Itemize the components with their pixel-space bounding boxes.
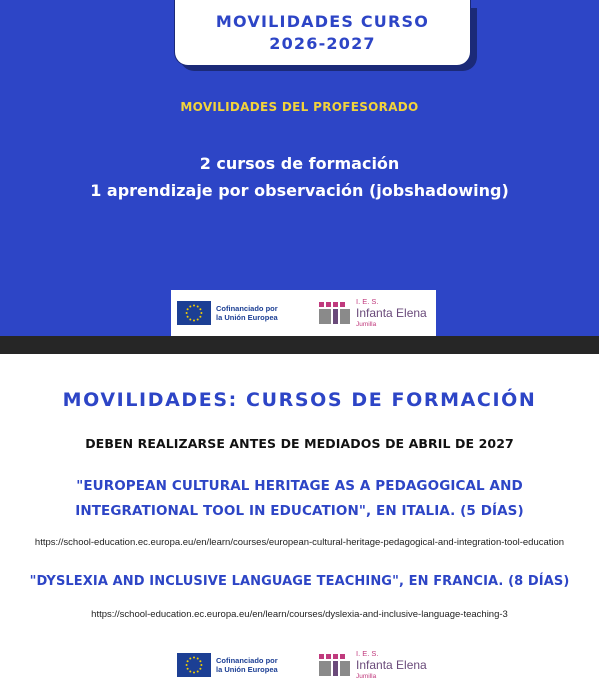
eu-cofinanced-text <box>216 656 304 674</box>
ies-small-text: I. E. S. <box>356 648 379 658</box>
deadline-text: DEBEN REALIZARSE ANTES DE MEDIADOS DE ABRIL DE 2027 <box>85 436 514 451</box>
top-slide <box>0 0 599 336</box>
ies-text <box>356 649 427 682</box>
ies-city-text: Jumilla <box>356 320 377 328</box>
logo-strip-bottom <box>171 642 436 688</box>
course-url-2[interactable]: https://school-education.ec.europa.eu/en/learn/courses/dyslexia-and-inclusive-language-teaching-3 <box>91 609 508 620</box>
summary-line-2: 1 aprendizaje por observación (jobshadowing) <box>90 181 509 200</box>
course-title-1: "EUROPEAN CULTURAL HERITAGE AS A PEDAGOGICAL AND INTEGRATIONAL TOOL IN EDUCATION", EN ITALIA. (5 DÍAS) <box>75 478 524 519</box>
course-url-1[interactable]: https://school-education.ec.europa.eu/en/learn/courses/european-cultural-heritage-pedagogical-and-integration-tool-education <box>34 537 565 548</box>
ies-name-text: Infanta Elena <box>356 657 427 672</box>
eu-text-line-1: Cofinanciado por <box>216 656 278 665</box>
mobility-summary <box>0 150 599 204</box>
slide-divider <box>0 336 599 354</box>
bottom-slide <box>0 354 599 688</box>
ies-text <box>356 297 427 330</box>
ies-logo-icon <box>318 653 352 677</box>
eu-text-line-2: la Unión Europea <box>216 665 278 674</box>
eu-text-line-2: la Unión Europea <box>216 313 278 322</box>
eu-text-line-1: Cofinanciado por <box>216 304 278 313</box>
logo-strip-top <box>171 290 436 336</box>
ies-name-text: Infanta Elena <box>356 305 427 320</box>
title-card <box>174 0 471 66</box>
ies-city-text: Jumilla <box>356 672 377 680</box>
section-title: MOVILIDADES: CURSOS DE FORMACIÓN <box>62 389 537 411</box>
title-line-1: MOVILIDADES CURSO <box>215 11 430 31</box>
title-line-2: 2026-2027 <box>269 33 376 53</box>
eu-flag-icon <box>177 653 211 677</box>
subtitle: MOVILIDADES DEL PROFESORADO <box>180 100 419 114</box>
course-title-2: "DYSLEXIA AND INCLUSIVE LANGUAGE TEACHING", EN FRANCIA. (8 DÍAS) <box>29 574 570 589</box>
eu-flag-icon <box>177 301 211 325</box>
summary-line-1: 2 cursos de formación <box>199 154 400 173</box>
ies-small-text: I. E. S. <box>356 296 379 306</box>
ies-logo-icon <box>318 301 352 325</box>
eu-cofinanced-text <box>216 304 304 322</box>
